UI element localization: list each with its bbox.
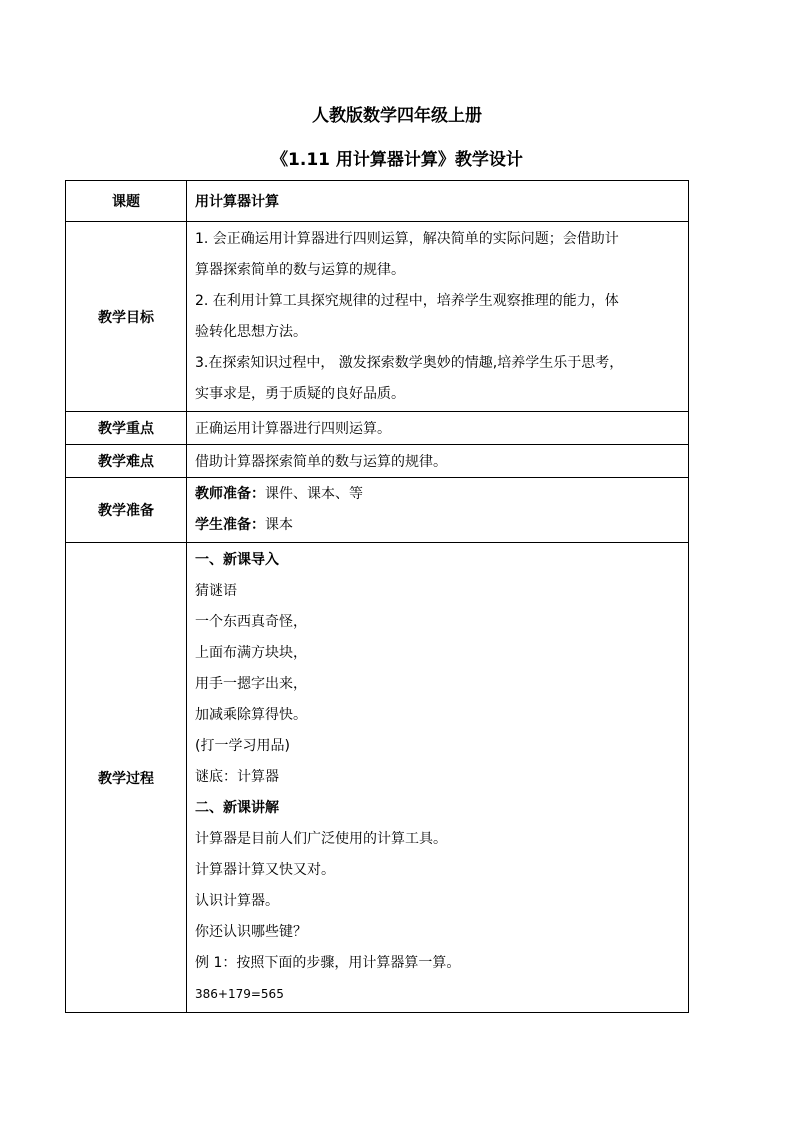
table-row	[66, 181, 689, 222]
process-line: 加减乘除算得快。	[195, 707, 307, 723]
table-row	[66, 478, 689, 543]
topic-value	[187, 181, 689, 222]
table-row	[66, 222, 689, 412]
process-label: 教学过程	[66, 543, 187, 1013]
teacher-prep-label: 教师准备：	[195, 486, 265, 502]
topic-label: 课题	[66, 181, 187, 222]
process-content	[187, 543, 689, 1013]
goals-content	[187, 222, 689, 412]
goal-line: 算器探索简单的数与运算的规律。	[195, 261, 405, 278]
process-line: 上面布满方块块，	[195, 645, 307, 661]
process-line: (打一学习用品)	[195, 738, 290, 754]
lesson-plan-table	[65, 180, 689, 1013]
document-title: 人教版数学四年级上册	[312, 106, 482, 126]
process-line: 你还认识哪些键？	[195, 924, 307, 940]
equation-line: 386+179=565	[195, 987, 284, 1001]
topic-text: 用计算器计算	[195, 194, 279, 210]
process-line: 计算器计算又快又对。	[195, 862, 335, 878]
goal-line: 1. 会正确运用计算器进行四则运算，解决简单的实际问题；会借助计	[195, 230, 619, 247]
student-prep-value: 课本	[265, 517, 293, 533]
goals-label: 教学目标	[66, 222, 187, 412]
section-heading: 一、新课导入	[195, 552, 279, 568]
process-line: 认识计算器。	[195, 893, 279, 909]
student-prep-line	[195, 510, 682, 541]
process-line: 谜底：计算器	[195, 769, 279, 785]
process-line: 一个东西真奇怪，	[195, 614, 307, 630]
table-row	[66, 412, 689, 445]
process-line: 例 1：按照下面的步骤，用计算器算一算。	[195, 955, 461, 971]
preparation-content	[187, 478, 689, 543]
goal-line: 验转化思想方法。	[195, 323, 307, 340]
key-points-label: 教学重点	[66, 412, 187, 445]
table-row	[66, 445, 689, 478]
process-line: 用手一摁字出来，	[195, 676, 307, 692]
section-heading: 二、新课讲解	[195, 800, 279, 816]
student-prep-label: 学生准备：	[195, 517, 265, 533]
difficulties-label: 教学难点	[66, 445, 187, 478]
process-line: 计算器是目前人们广泛使用的计算工具。	[195, 831, 447, 847]
key-points-value: 正确运用计算器进行四则运算。	[187, 412, 689, 445]
teacher-prep-value: 课件、课本、等	[265, 486, 363, 502]
document-subtitle: 《1.11 用计算器计算》教学设计	[271, 150, 523, 170]
goal-line: 3.在探索知识过程中， 激发探索数学奥妙的情趣,培养学生乐于思考，	[195, 354, 624, 371]
difficulties-value: 借助计算器探索简单的数与运算的规律。	[187, 445, 689, 478]
table-row	[66, 543, 689, 1013]
teacher-prep-line	[195, 479, 682, 510]
process-line: 猜谜语	[195, 583, 237, 599]
preparation-label: 教学准备	[66, 478, 187, 543]
goal-line: 实事求是，勇于质疑的良好品质。	[195, 385, 405, 402]
goal-line: 2. 在利用计算工具探究规律的过程中，培养学生观察推理的能力，体	[195, 292, 619, 309]
